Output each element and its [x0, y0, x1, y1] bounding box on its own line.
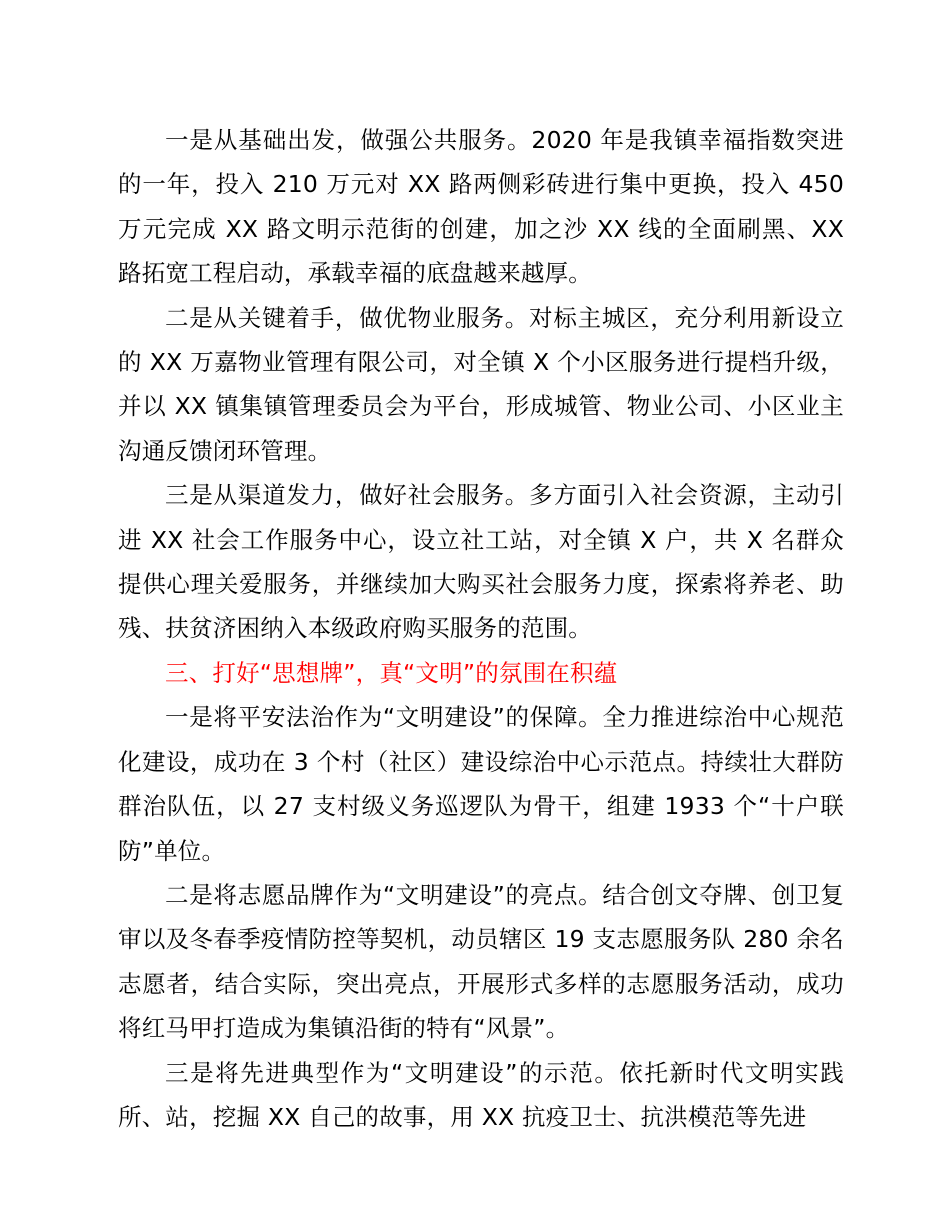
paragraph-safety-rule-of-law: 一是将平安法治作为“文明建设”的保障。全力推进综治中心规范化建设，成功在 3 个村（社区）建设综治中心示范点。持续壮大群防群治队伍，以 27 支村级义务巡逻队为骨干，组建 1933 个“十户联防”单位。 — [118, 703, 844, 865]
paragraph-volunteer-brand: 二是将志愿品牌作为“文明建设”的亮点。结合创文夺牌、创卫复审以及冬春季疫情防控等契机，动员辖区 19 支志愿服务队 280 余名志愿者，结合实际，突出亮点，开展形式多样的志愿服务活动，成功将红马甲打造成为集镇沿街的特有“风景”。 — [118, 880, 844, 1043]
section-heading-thought: 三、打好“思想牌”，真“文明”的氛围在积蕴 — [165, 658, 618, 687]
paragraph-social-service: 三是从渠道发力，做好社会服务。多方面引入社会资源，主动引进 XX 社会工作服务中心，设立社工站，对全镇 X 户，共 X 名群众提供心理关爱服务，并继续加大购买社会服务力度，探索将养老、助残、扶贫济困纳入本级政府购买服务的范围。 — [118, 481, 844, 643]
paragraph-public-service: 一是从基础出发，做强公共服务。2020 年是我镇幸福指数突进的一年，投入 210 万元对 XX 路两侧彩砖进行集中更换，投入 450 万元完成 XX 路文明示范街的创建，加之沙 XX 线的全面刷黑、XX 路拓宽工程启动，承载幸福的底盘越来越厚。 — [118, 126, 844, 288]
paragraph-advanced-models: 三是将先进典型作为“文明建设”的示范。依托新时代文明实践所、站，挖掘 XX 自己的故事，用 XX 抗疫卫士、抗洪模范等先进 — [118, 1058, 844, 1131]
document-body — [118, 118, 844, 1139]
paragraph-property-service: 二是从关键着手，做优物业服务。对标主城区，充分利用新设立的 XX 万嘉物业管理有限公司，对全镇 X 个小区服务进行提档升级，并以 XX 镇集镇管理委员会为平台，形成城管、物业公司、小区业主沟通反馈闭环管理。 — [118, 303, 844, 465]
